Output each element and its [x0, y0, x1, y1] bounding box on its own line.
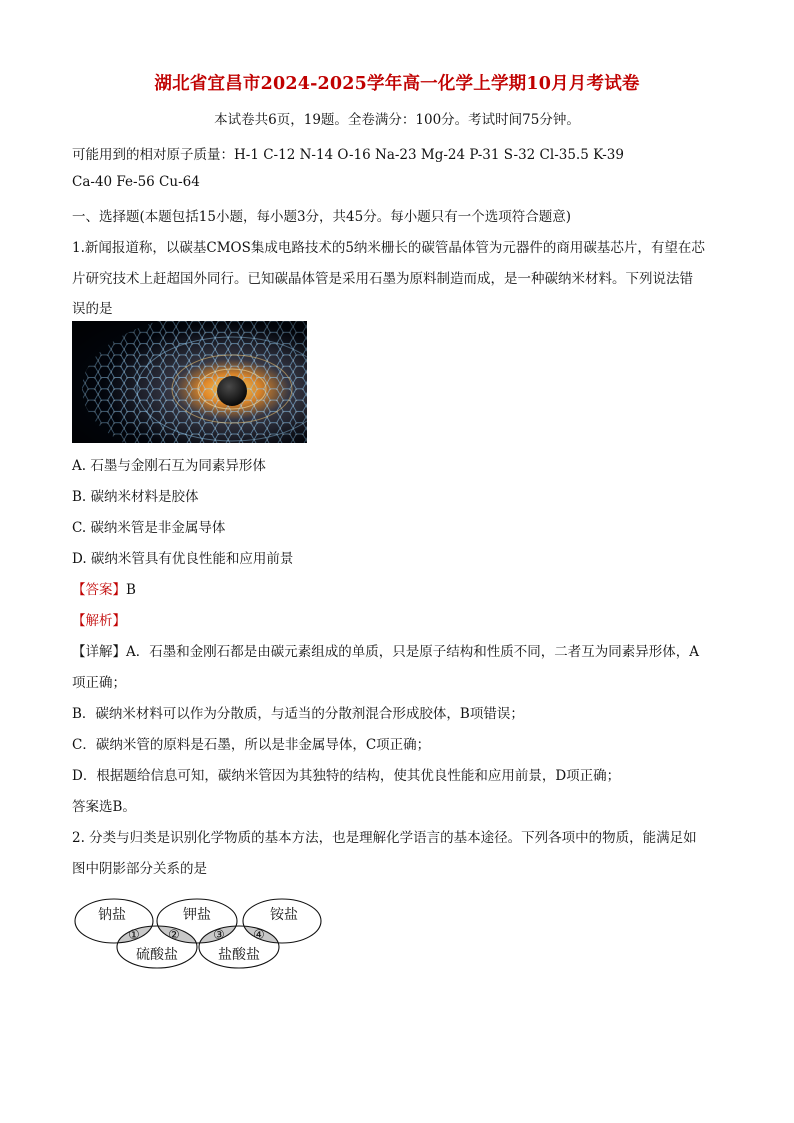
label-chloride: 盐酸盐 — [218, 947, 260, 963]
region-3-marker: ③ — [213, 928, 225, 943]
q1-stem-line-3: 误的是 — [72, 301, 113, 317]
exam-title: 湖北省宜昌市2024-2025学年高一化学上学期10月月考试卷 — [154, 74, 640, 94]
carbon-nanotube-image — [72, 321, 307, 443]
q1-option-b: B. 碳纳米材料是胶体 — [72, 489, 199, 505]
nanotube-illustration — [72, 321, 307, 443]
atomic-mass-line-2: Ca-40 Fe-56 Cu-64 — [72, 174, 200, 190]
detail-tag: 【详解】 — [72, 644, 126, 660]
answer-value: B — [126, 582, 136, 598]
q1-stem-line-1: 1.新闻报道称，以碳基CMOS集成电路技术的5纳米栅长的碳管晶体管为元器件的商用碳基芯片，有望在芯 — [72, 240, 705, 256]
q2-stem-line-1: 2. 分类与归类是识别化学物质的基本方法，也是理解化学语言的基本途径。下列各项中的物质，能满足如 — [72, 830, 697, 846]
salt-classification-diagram — [72, 893, 324, 975]
q1-answer-line — [72, 578, 732, 598]
q1-stem-line-2: 片研究技术上赶超国外同行。已知碳晶体管是采用石墨为原料制造而成，是一种碳纳米材料。下列说法错 — [72, 271, 693, 287]
atomic-mass-line-1: 可能用到的相对原子质量：H-1 C-12 N-14 O-16 Na-23 Mg-24 P-31 S-32 Cl-35.5 K-39 — [72, 147, 624, 163]
q1-detail-b: B．碳纳米材料可以作为分散质，与适当的分散剂混合形成胶体，B项错误； — [72, 706, 524, 722]
q1-detail-a-line-1 — [72, 640, 732, 660]
region-1-marker: ① — [128, 928, 140, 943]
q2-stem-line-2: 图中阴影部分关系的是 — [72, 861, 207, 877]
venn-diagram — [72, 893, 324, 975]
label-potassium-salt: 钾盐 — [183, 907, 211, 923]
region-4-marker: ④ — [253, 928, 265, 943]
q1-detail-c: C．碳纳米管的原料是石墨，所以是非金属导体，C项正确； — [72, 737, 431, 753]
exam-subtitle: 本试卷共6页，19题。全卷满分：100分。考试时间75分钟。 — [214, 112, 580, 128]
detail-a-text: A．石墨和金刚石都是由碳元素组成的单质，只是原子结构和性质不同，二者互为同素异形体，A — [126, 644, 699, 660]
q1-detail-a-line-2: 项正确； — [72, 675, 126, 691]
region-2-marker: ② — [168, 928, 180, 943]
q1-detail-d: D．根据题给信息可知，碳纳米管因为其独特的结构，使其优良性能和应用前景，D项正确； — [72, 768, 621, 784]
label-sulfate: 硫酸盐 — [136, 947, 178, 963]
q1-conclusion: 答案选B。 — [72, 799, 136, 815]
label-ammonium-salt: 铵盐 — [270, 907, 298, 923]
q1-option-c: C. 碳纳米管是非金属导体 — [72, 520, 226, 536]
section-heading: 一、选择题(本题包括15小题，每小题3分，共45分。每小题只有一个选项符合题意) — [72, 209, 571, 225]
analysis-tag: 【解析】 — [72, 613, 126, 629]
q1-option-d: D. 碳纳米管具有优良性能和应用前景 — [72, 551, 294, 567]
label-sodium-salt: 钠盐 — [98, 907, 126, 923]
q1-option-a: A. 石墨与金刚石互为同素异形体 — [72, 458, 266, 474]
answer-tag: 【答案】 — [72, 582, 126, 598]
